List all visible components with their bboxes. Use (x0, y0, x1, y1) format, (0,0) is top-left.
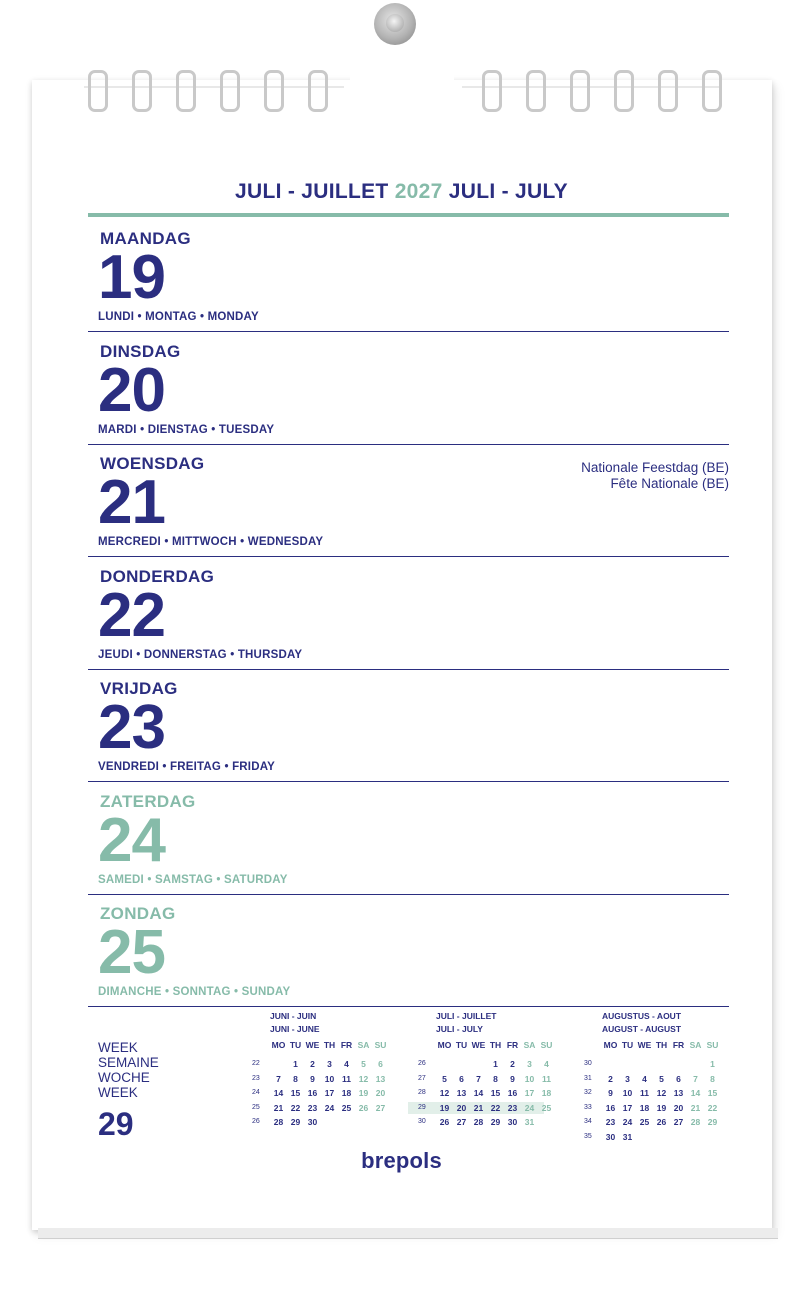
day-name: WOENSDAG (100, 454, 205, 473)
mini-calendar-day: 22 (490, 1102, 501, 1113)
week-number-cell: 25 (252, 1103, 260, 1111)
mini-calendar-day: 7 (276, 1073, 281, 1084)
week-number-cell: 23 (252, 1074, 260, 1082)
week-number-cell: 28 (418, 1089, 426, 1096)
mini-calendar-day: 27 (375, 1102, 386, 1113)
weekday-header: WE (305, 1040, 320, 1050)
mini-calendar-day: 6 (459, 1073, 464, 1084)
mini-calendar-day: 2 (310, 1059, 315, 1069)
binding-ring (482, 70, 502, 112)
mini-calendar-day: 19 (439, 1102, 450, 1113)
header-right: JULI - JULY (448, 180, 568, 203)
mini-calendar-day: 23 (507, 1102, 518, 1113)
week-number-cell: 29 (418, 1103, 426, 1111)
week-number-cell: 35 (584, 1132, 592, 1140)
mini-calendar-day: 24 (622, 1117, 633, 1127)
week-label-nl: WEEK (98, 1040, 138, 1055)
week-number: 29 (98, 1106, 134, 1142)
mini-calendar-day: 26 (656, 1117, 667, 1127)
day-number: 19 (98, 243, 165, 312)
binding-ring (614, 70, 634, 112)
day-number: 25 (98, 918, 165, 987)
mini-calendar-day: 26 (439, 1117, 450, 1127)
day-number: 22 (98, 580, 165, 650)
header-year: 2027 (394, 180, 443, 203)
month-header (0, 180, 803, 204)
weekday-header: SU (540, 1040, 553, 1050)
mini-calendar-day: 30 (507, 1117, 518, 1127)
weekday-header: SA (523, 1040, 536, 1050)
week-number-cell: 32 (584, 1089, 592, 1096)
mini-calendar-day: 21 (273, 1102, 284, 1113)
mini-calendar-title: JUNI - JUIN (270, 1011, 317, 1021)
mini-calendar-day: 17 (622, 1102, 633, 1113)
hook-rivet (386, 14, 404, 32)
week-number-cell: 33 (584, 1103, 592, 1111)
mini-calendar-day: 21 (690, 1102, 701, 1113)
binding-ring (526, 70, 546, 112)
binding-ring (658, 70, 678, 112)
mini-calendar-subtitle: AUGUST - AUGUST (602, 1024, 682, 1034)
mini-calendar-day: 10 (622, 1088, 633, 1098)
mini-calendar-day: 10 (324, 1073, 335, 1084)
day-name: DONDERDAG (100, 566, 215, 586)
mini-calendar-day: 17 (524, 1088, 535, 1098)
binding-ring (88, 70, 108, 112)
week-number-cell: 26 (252, 1118, 260, 1125)
day-name: DINSDAG (100, 341, 181, 361)
week-number-cell: 27 (418, 1074, 426, 1082)
binding-ring (176, 70, 196, 112)
mini-calendar-day: 24 (324, 1102, 335, 1113)
mini-calendar-day: 19 (358, 1088, 369, 1098)
brand-logo: brepols (361, 1148, 442, 1173)
mini-calendar-day: 29 (290, 1117, 301, 1127)
mini-calendar-day: 31 (622, 1131, 633, 1142)
day-translations: LUNDI • MONTAG • MONDAY (98, 311, 259, 323)
binding-ring (220, 70, 240, 112)
holiday-note-nl: Nationale Feestdag (BE) (581, 460, 729, 475)
mini-calendar-day: 12 (656, 1088, 667, 1098)
mini-calendar-day: 1 (293, 1059, 298, 1069)
mini-calendar-day: 25 (541, 1102, 552, 1113)
weekday-header: TU (289, 1040, 302, 1050)
mini-calendar-day: 5 (442, 1073, 447, 1084)
mini-calendar-day: 1 (493, 1059, 498, 1069)
weekday-header: WE (471, 1040, 486, 1050)
binding-wire-left (84, 86, 344, 88)
day-number: 24 (98, 805, 165, 875)
mini-calendar-subtitle: JUNI - JUNE (270, 1024, 320, 1034)
weekday-header: MO (437, 1040, 452, 1050)
mini-calendar-day: 22 (290, 1102, 301, 1113)
weekday-header: SA (689, 1040, 702, 1050)
day-number: 23 (98, 693, 165, 762)
mini-calendar-day: 15 (290, 1088, 301, 1098)
weekday-header: TH (655, 1040, 668, 1050)
mini-calendar-day: 18 (341, 1088, 352, 1098)
week-label-fr: SEMAINE (98, 1055, 159, 1070)
hanging-hook-icon (374, 3, 416, 45)
mini-calendar-day: 8 (293, 1073, 298, 1084)
week-label (98, 1040, 159, 1100)
day-translations: JEUDI • DONNERSTAG • THURSDAY (98, 648, 303, 661)
mini-calendar-day: 20 (456, 1102, 467, 1113)
weekday-header: SU (706, 1040, 719, 1050)
day-name: MAANDAG (100, 229, 191, 248)
mini-calendar-day: 14 (690, 1088, 701, 1098)
mini-calendar-day: 28 (273, 1117, 284, 1127)
mini-calendar-day: 20 (673, 1102, 684, 1113)
day-block (88, 782, 729, 895)
weekday-header: MO (603, 1040, 618, 1050)
header-rule (88, 213, 729, 217)
week-number-cell: 22 (252, 1060, 260, 1067)
weekday-header: FR (672, 1040, 685, 1050)
weekday-header: WE (637, 1040, 652, 1050)
mini-calendar-day: 12 (358, 1073, 369, 1084)
mini-calendar-day: 9 (310, 1073, 315, 1084)
week-number-cell: 24 (252, 1089, 260, 1096)
mini-calendar-day: 1 (710, 1059, 715, 1069)
mini-calendar-day: 25 (639, 1117, 650, 1127)
mini-calendar-day: 12 (439, 1088, 450, 1098)
mini-calendar-day: 3 (527, 1059, 532, 1069)
mini-calendar-day: 17 (324, 1088, 335, 1098)
mini-calendar-day: 14 (473, 1088, 484, 1098)
mini-calendar-day: 28 (473, 1117, 484, 1127)
day-translations: MERCREDI • MITTWOCH • WEDNESDAY (98, 536, 324, 548)
mini-calendar-day: 13 (673, 1088, 684, 1098)
mini-calendar-day: 24 (524, 1102, 535, 1113)
binding-ring (570, 70, 590, 112)
mini-calendar-day: 23 (605, 1117, 616, 1127)
mini-calendar-day: 11 (640, 1088, 649, 1098)
day-block (88, 219, 729, 332)
mini-calendar-day: 13 (375, 1073, 386, 1084)
day-block (88, 332, 729, 445)
day-number: 21 (98, 468, 165, 537)
day-block (88, 444, 729, 557)
mini-calendar-day: 2 (608, 1073, 613, 1084)
mini-calendar-day: 2 (510, 1059, 515, 1069)
mini-calendar-subtitle: JULI - JULY (436, 1024, 483, 1034)
mini-calendar-day: 3 (625, 1073, 630, 1084)
weekday-header: TU (621, 1040, 634, 1050)
mini-calendar-day: 26 (358, 1102, 369, 1113)
day-name: ZONDAG (100, 904, 176, 923)
mini-calendar-day: 5 (361, 1059, 366, 1069)
day-name: VRIJDAG (100, 679, 178, 698)
mini-calendar-title: AUGUSTUS - AOUT (602, 1011, 682, 1021)
mini-calendar-day: 15 (490, 1088, 501, 1098)
weekday-header: TH (489, 1040, 502, 1050)
mini-calendar-day: 4 (642, 1073, 647, 1084)
binding-ring (132, 70, 152, 112)
mini-calendar-day: 4 (344, 1059, 349, 1069)
day-name: ZATERDAG (100, 791, 196, 811)
week-label-en: WEEK (98, 1085, 138, 1100)
mini-calendar-day: 16 (507, 1088, 518, 1098)
weekday-header: FR (340, 1040, 353, 1050)
mini-calendar-day: 8 (710, 1073, 715, 1084)
day-block (88, 557, 729, 670)
binding-ring (308, 70, 328, 112)
mini-calendar-day: 6 (676, 1073, 681, 1084)
day-translations: MARDI • DIENSTAG • TUESDAY (98, 423, 275, 436)
mini-calendar-day: 15 (707, 1088, 718, 1098)
mini-calendar-day: 19 (656, 1102, 667, 1113)
mini-calendar-day: 25 (341, 1102, 352, 1113)
weekday-header: TU (455, 1040, 468, 1050)
mini-calendar-day: 6 (378, 1059, 383, 1069)
mini-calendar-day: 18 (541, 1088, 552, 1098)
mini-calendar-day: 27 (673, 1117, 684, 1127)
mini-calendar-day: 18 (639, 1102, 650, 1113)
day-block (88, 669, 729, 782)
binding-ring (264, 70, 284, 112)
day-translations: SAMEDI • SAMSTAG • SATURDAY (98, 873, 288, 886)
mini-calendar-day: 4 (544, 1059, 549, 1069)
mini-calendar-day: 7 (693, 1073, 698, 1084)
mini-calendar-day: 28 (690, 1117, 701, 1127)
mini-calendar-day: 7 (476, 1073, 481, 1084)
holiday-note-fr: Fête Nationale (BE) (610, 476, 729, 491)
mini-calendar-day: 8 (493, 1073, 498, 1084)
mini-calendar-day: 14 (273, 1088, 284, 1098)
mini-calendar-day: 3 (327, 1059, 332, 1069)
mini-calendar-title: JULI - JUILLET (436, 1011, 497, 1021)
week-number-cell: 26 (418, 1060, 426, 1067)
day-block (88, 894, 729, 1007)
mini-calendar-day: 30 (307, 1117, 318, 1127)
weekday-header: FR (506, 1040, 519, 1050)
mini-calendar-day: 21 (473, 1102, 484, 1113)
mini-calendar-day: 27 (456, 1117, 467, 1127)
mini-calendar-day: 5 (659, 1073, 664, 1084)
mini-calendar-day: 23 (307, 1102, 318, 1113)
mini-calendar-day: 9 (510, 1073, 515, 1084)
header-left: JULI - JUILLET (235, 180, 389, 203)
day-number: 20 (98, 355, 165, 425)
day-translations: VENDREDI • FREITAG • FRIDAY (98, 761, 276, 773)
mini-calendar-day: 31 (524, 1117, 535, 1127)
mini-calendar-day: 16 (605, 1102, 616, 1113)
mini-calendar-day: 11 (342, 1073, 351, 1084)
day-translations: DIMANCHE • SONNTAG • SUNDAY (98, 986, 291, 998)
mini-calendar-day: 29 (490, 1117, 501, 1127)
holiday-note (581, 460, 729, 492)
week-label-de: WOCHE (98, 1070, 150, 1085)
mini-calendar-day: 16 (307, 1088, 318, 1098)
weekday-header: SA (357, 1040, 370, 1050)
weekday-header: MO (271, 1040, 286, 1050)
mini-calendar-day: 13 (456, 1088, 467, 1098)
sheet-bottom-edge (38, 1228, 778, 1239)
mini-calendar-day: 20 (375, 1088, 386, 1098)
week-number-cell: 30 (418, 1118, 426, 1125)
week-number-cell: 31 (584, 1074, 592, 1082)
mini-calendar-day: 29 (707, 1117, 718, 1127)
mini-calendar-day: 30 (605, 1131, 616, 1142)
weekday-header: TH (323, 1040, 336, 1050)
mini-calendar-day: 10 (524, 1073, 535, 1084)
week-number-cell: 30 (584, 1060, 592, 1067)
mini-calendar-day: 11 (542, 1073, 551, 1084)
mini-calendar-day: 22 (707, 1102, 718, 1113)
week-number-cell: 34 (584, 1118, 592, 1125)
binding-ring (702, 70, 722, 112)
weekday-header: SU (374, 1040, 387, 1050)
mini-calendar-day: 9 (608, 1088, 613, 1098)
